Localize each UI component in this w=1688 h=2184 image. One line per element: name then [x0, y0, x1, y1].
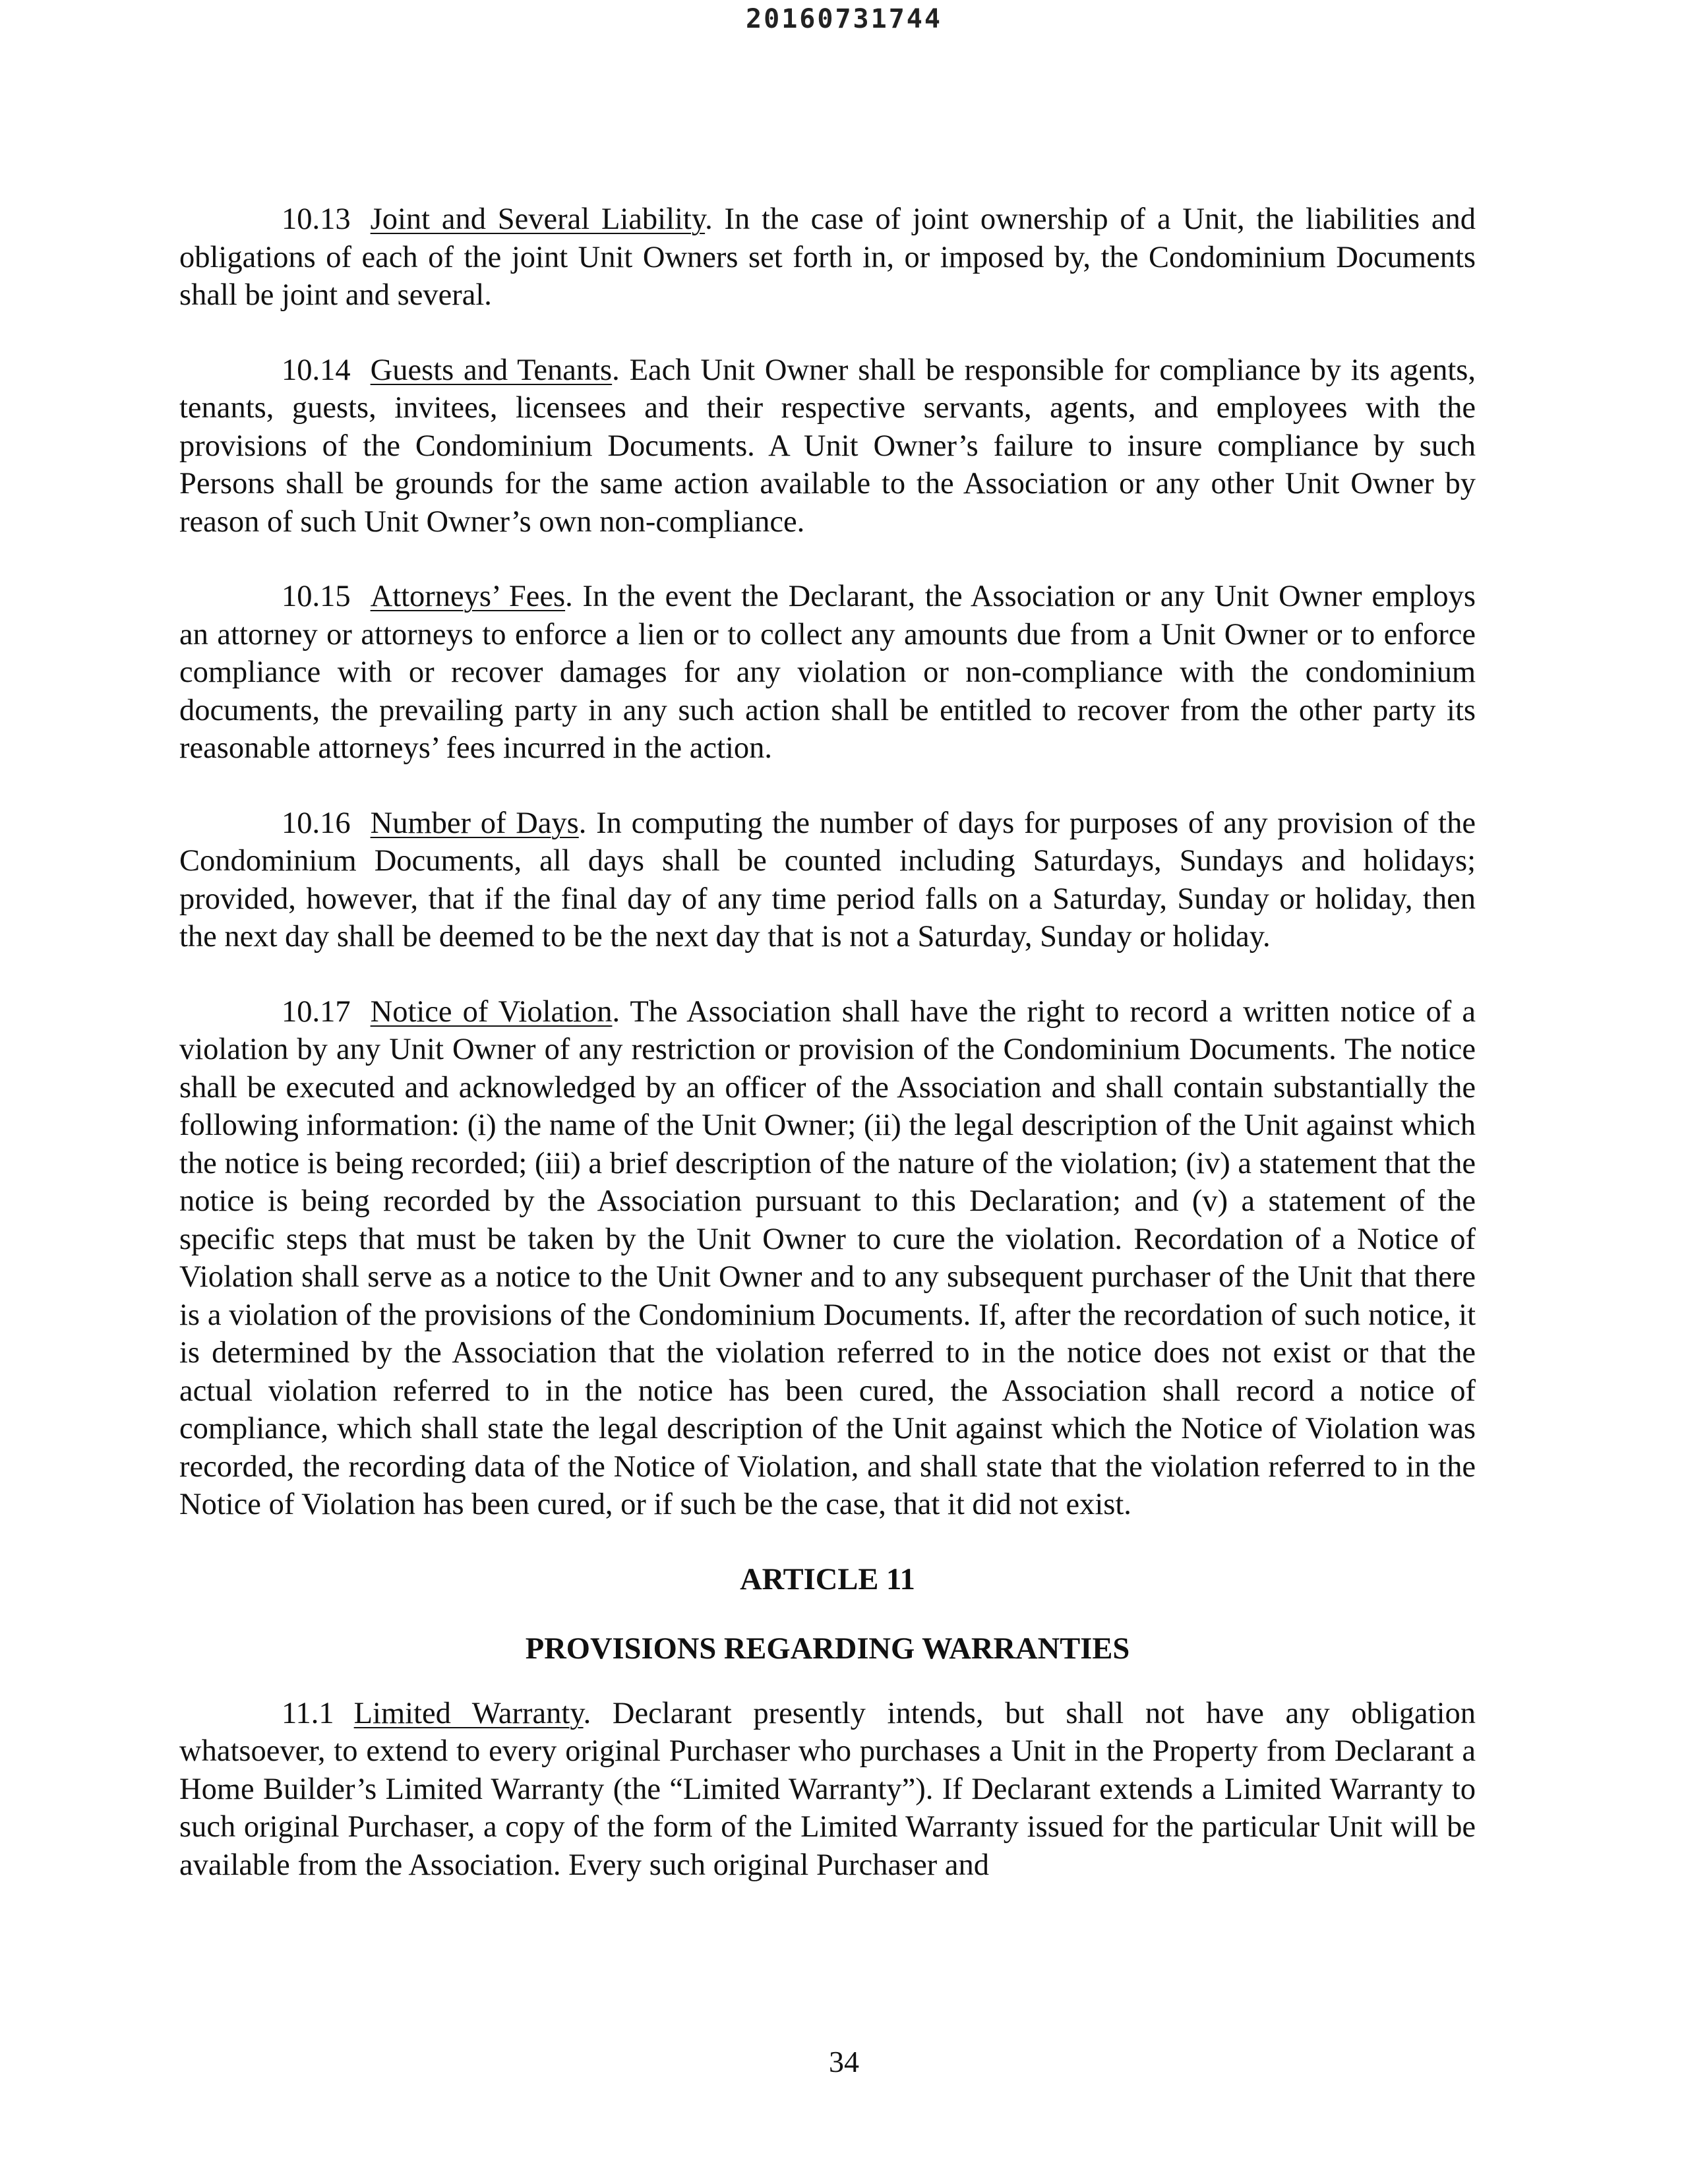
section-number: 10.15: [282, 580, 351, 613]
section-10-13: [179, 200, 1476, 315]
article-subtitle: PROVISIONS REGARDING WARRANTIES: [525, 1632, 1130, 1666]
section-heading: Guests and Tenants: [370, 353, 613, 387]
section-number: 10.14: [282, 353, 351, 387]
section-heading: Joint and Several Liability: [370, 202, 706, 236]
section-body: . Each Unit Owner shall be responsible for compliance by its agents, tenants, guests, invitees, licensees and their respective servants, agents, and employees with the provisions of the Condominium Documents. A Unit Owner’s failure to insure compliance by such Persons shall be grounds for the same action available to the Association or any other Unit Owner by reason of such Unit Owner’s own non-compliance.: [179, 353, 1476, 539]
section-number: 10.16: [282, 806, 351, 840]
section-10-17: [179, 993, 1476, 1524]
section-body: . In the event the Declarant, the Association or any Unit Owner employs an attorney or attorneys to enforce a lien or to collect any amounts due from a Unit Owner or to enforce compliance with or recover damages for any violation or non-compliance with the condominium documents, the prevailing party in any such action shall be entitled to recover from the other party its reasonable attorneys’ fees incurred in the action.: [179, 580, 1476, 765]
section-10-16: [179, 804, 1476, 956]
section-10-14: [179, 351, 1476, 541]
document-number: 20160731744: [746, 4, 942, 34]
section-heading: Notice of Violation: [370, 994, 613, 1029]
page-number: 34: [829, 2045, 859, 2078]
section-body: . In the case of joint ownership of a Unit, the liabilities and obligations of each of the joint Unit Owners set forth in, or imposed by, the Condominium Documents shall be joint and several.: [179, 202, 1476, 312]
section-number: 10.17: [282, 994, 351, 1029]
section-10-15: [179, 578, 1476, 768]
section-body: . In computing the number of days for purposes of any provision of the Condominium Documents, all days shall be counted including Saturdays, Sundays and holidays; provided, however, that if the final day of any time period falls on a Saturday, Sunday or holiday, then the next day shall be deemed to be the next day that is not a Saturday, Sunday or holiday.: [179, 806, 1476, 954]
section-11-1: [179, 1695, 1476, 1885]
section-heading: Number of Days: [370, 806, 579, 840]
section-body: . Declarant presently intends, but shall not have any obligation whatsoever, to extend to every original Purchaser who purchases a Unit in the Property from Declarant a Home Builder’s Limited Warranty (the “Limited Warranty”). If Declarant extends a Limited Warranty to such original Purchaser, a copy of the form of the Limited Warranty issued for the particular Unit will be available from the Association. Every such original Purchaser and: [179, 1696, 1476, 1882]
section-number: 11.1: [282, 1696, 334, 1730]
section-heading: Attorneys’ Fees: [370, 580, 566, 613]
article-title: ARTICLE 11: [740, 1562, 915, 1596]
section-body: . The Association shall have the right to record a written notice of a violation by any Unit Owner of any restriction or provision of the Condominium Documents. The notice shall be executed and acknowledged by an officer of the Association and shall contain substantially the following information: (i) the name of the Unit Owner; (ii) the legal description of the Unit against which the notice is being recorded; (iii) a brief description of the nature of the violation; (iv) a statement that the notice is being recorded by the Association pursuant to this Declaration; and (v) a statement of the specific steps that must be taken by the Unit Owner to cure the violation. Recordation of a Notice of Violation shall serve as a notice to the Unit Owner and to any subsequent purchaser of the Unit that there is a violation of the provisions of the Condominium Documents. If, after the recordation of such notice, it is determined by the Association that the violation referred to in the notice does not exist or that the actual violation referred to in the notice has been cured, the Association shall record a notice of compliance, which shall state the legal description of the Unit against which the Notice of Violation was recorded, the recording data of the Notice of Violation, and shall state that the violation referred to in the Notice of Violation has been cured, or if such be the case, that it did not exist.: [179, 994, 1476, 1521]
document-body: [179, 200, 1476, 1921]
section-number: 10.13: [282, 202, 351, 236]
section-heading: Limited Warranty: [353, 1696, 584, 1730]
